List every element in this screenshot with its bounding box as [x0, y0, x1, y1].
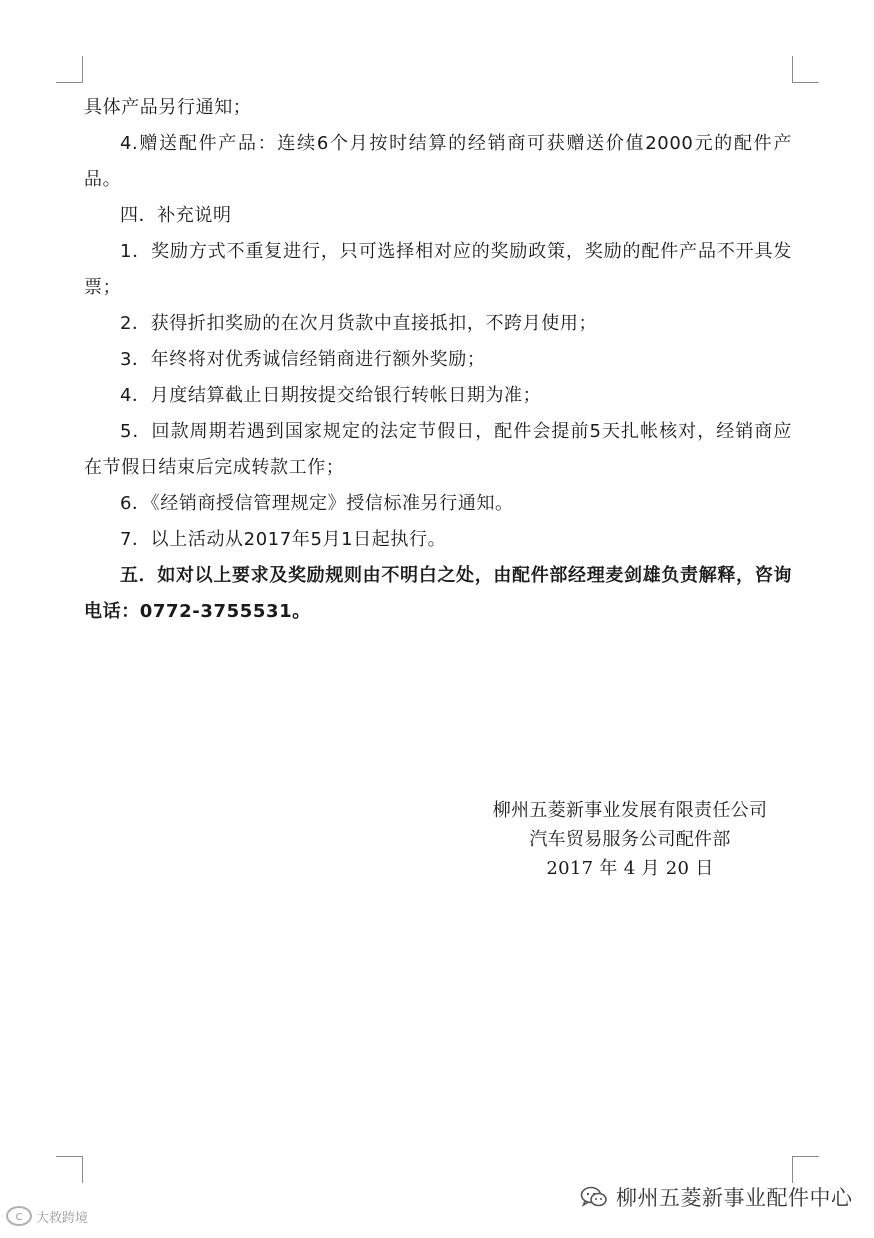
signature-org-line1: 柳州五菱新事业发展有限责任公司 [492, 800, 768, 821]
paragraph-item-3: 3．年终将对优秀诚信经销商进行额外奖励； [120, 349, 486, 370]
section-heading-supplement: 四．补充说明 [120, 205, 232, 226]
watermark-left-text: 大救跨境 [36, 1210, 89, 1226]
signature-date: 2017 年 4 月 20 日 [546, 858, 714, 879]
watermark-right [580, 1182, 853, 1212]
watermark-left [6, 1206, 88, 1226]
paragraph-item-1: 1．奖励方式不重复进行，只可选择相对应的奖励政策，奖励的配件产品不开具发票； [84, 241, 792, 298]
signature-org-line2: 汽车贸易服务公司配件部 [529, 829, 731, 850]
crop-mark-bottom-right [792, 1156, 819, 1183]
watermark-logo-icon: C [6, 1206, 32, 1226]
crop-mark-top-right [792, 56, 819, 83]
paragraph-continuation: 具体产品另行通知； [84, 97, 252, 118]
watermark-right-text: 柳州五菱新事业配件中心 [616, 1186, 853, 1210]
paragraph-item-6: 6．《经销商授信管理规定》授信标准另行通知。 [120, 493, 514, 514]
paragraph-item-2: 2．获得折扣奖励的在次月货款中直接抵扣，不跨月使用； [120, 313, 598, 334]
crop-mark-bottom-left [56, 1156, 83, 1183]
crop-mark-top-left [56, 56, 83, 83]
wechat-icon [580, 1185, 608, 1209]
signature-block [450, 796, 810, 883]
paragraph-item-5: 5．回款周期若遇到国家规定的法定节假日，配件会提前5天扎帐核对，经销商应在节假日结束后完成转款工作； [84, 421, 792, 478]
document-body [84, 90, 792, 630]
paragraph-item-4: 4．月度结算截止日期按提交给银行转帐日期为准； [120, 385, 542, 406]
paragraph-item-7: 7．以上活动从2017年5月1日起执行。 [120, 529, 447, 550]
paragraph-gift-parts: 4.赠送配件产品：连续6个月按时结算的经销商可获赠送价值2000元的配件产品。 [84, 133, 792, 190]
section-contact: 五．如对以上要求及奖励规则由不明白之处，由配件部经理麦剑雄负责解释，咨询电话：0772-3755531。 [84, 565, 792, 622]
